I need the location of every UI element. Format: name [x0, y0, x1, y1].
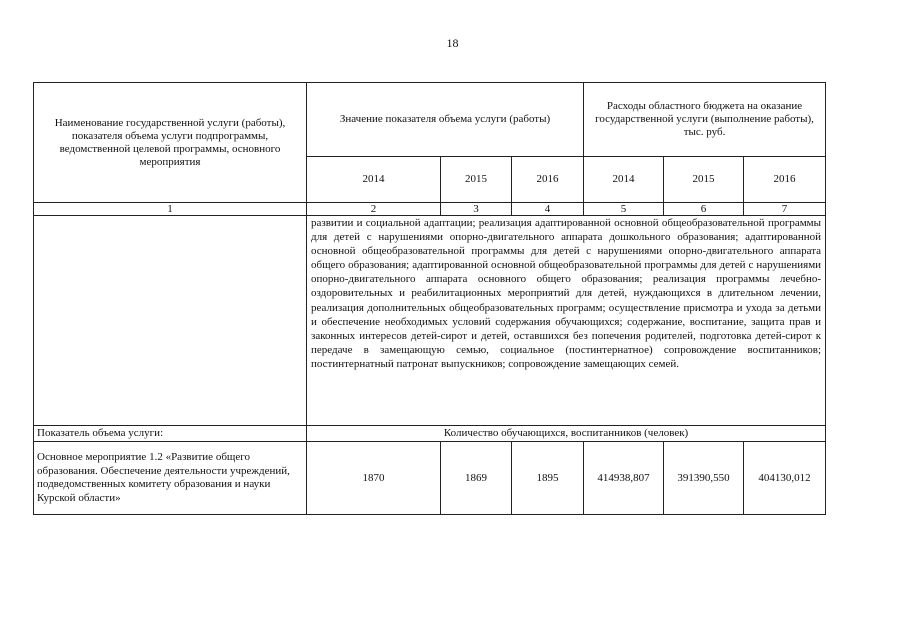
- column-number: 7: [744, 203, 826, 216]
- indicator-label: Показатель объема услуги:: [34, 426, 307, 442]
- column-number: 6: [664, 203, 744, 216]
- column-number: 1: [34, 203, 307, 216]
- description-row: [34, 216, 826, 426]
- indicator-row: [34, 426, 826, 442]
- year-cell: 2014: [584, 157, 664, 203]
- table-row: [34, 442, 826, 515]
- description-empty-cell: [34, 216, 307, 426]
- table-header-row: [34, 83, 826, 157]
- year-cell: 2016: [744, 157, 826, 203]
- column-number: 4: [512, 203, 584, 216]
- volume-2016: 1895: [512, 442, 584, 515]
- volume-2015: 1869: [441, 442, 512, 515]
- year-cell: 2015: [664, 157, 744, 203]
- budget-table: [33, 82, 826, 515]
- header-name-column: Наименование государственной услуги (работы), показателя объема услуги подпрограммы, ведомственной целевой программы, основного мероприятия: [34, 83, 307, 203]
- expense-2014: 414938,807: [584, 442, 664, 515]
- expense-2016: 404130,012: [744, 442, 826, 515]
- year-cell: 2014: [307, 157, 441, 203]
- column-number: 3: [441, 203, 512, 216]
- year-cell: 2015: [441, 157, 512, 203]
- page-number: 18: [446, 36, 459, 50]
- service-description: развитии и социальной адаптации; реализация адаптированной основной общеобразовательной программы для детей с нарушениями опорно-двигательного аппарата дошкольного образования; адаптированной основной общеобразовательной программы для детей с нарушениями опорно-двигательного аппарата общего образования; адаптированной основной общеобразовательной программы для детей с нарушениями опорно-двигательного аппарата основного общего образования; реализация программы лечебно-оздоровительных и реабилитационных мероприятий для детей, нуждающихся в длительном лечении, реализация дополнительных общеобразовательных программ; осуществление присмотра и ухода за детьми и обеспечение необходимых условий содержания обучающихся; содержание, воспитание, защита прав и законных интересов детей-сирот и детей, оставшихся без попечения родителей, подготовка детей-сирот к передаче в замещающую семью, социальное (постинтернатное) сопровождение воспитанников; постинтернатный патронат выпускников; сопровождение замещающих семей.: [307, 216, 826, 426]
- column-number: 5: [584, 203, 664, 216]
- header-volume-column: Значение показателя объема услуги (работы): [307, 83, 584, 157]
- expense-2015: 391390,550: [664, 442, 744, 515]
- main-activity-name: Основное мероприятие 1.2 «Развитие общего образования. Обеспечение деятельности учреждений, подведомственных комитету образования и науки Курской области»: [34, 442, 307, 515]
- year-cell: 2016: [512, 157, 584, 203]
- column-number: 2: [307, 203, 441, 216]
- indicator-value: Количество обучающихся, воспитанников (человек): [307, 426, 826, 442]
- volume-2014: 1870: [307, 442, 441, 515]
- column-number-row: [34, 203, 826, 216]
- header-expense-column: Расходы областного бюджета на оказание государственной услуги (выполнение работы), тыс. руб.: [584, 83, 826, 157]
